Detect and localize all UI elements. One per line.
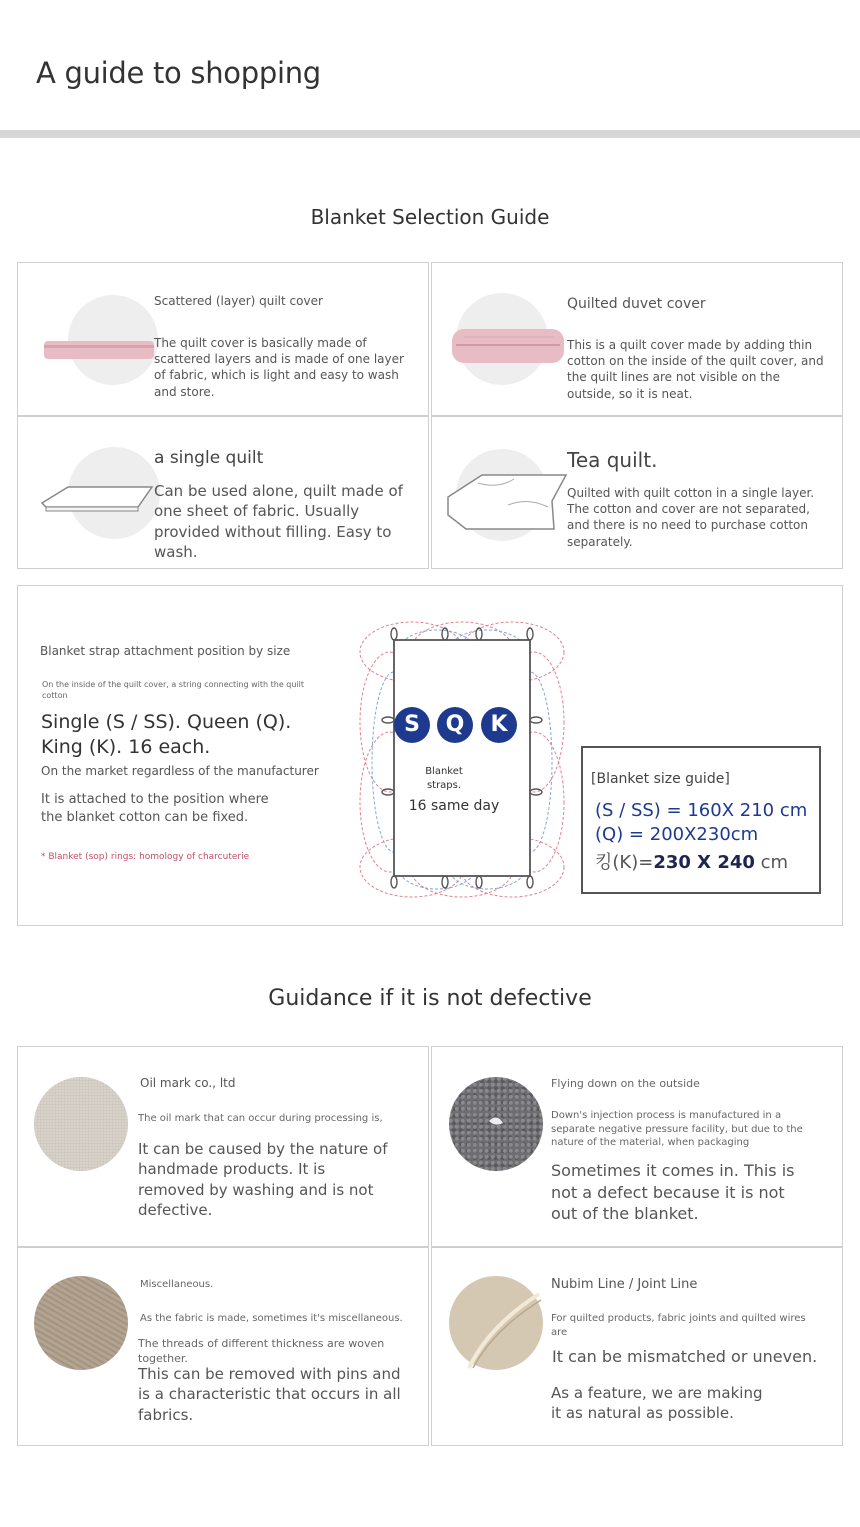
strap-market: On the market regardless of the manufacturer (41, 764, 319, 778)
linen-fabric-icon (34, 1077, 128, 1171)
strap-diagram (352, 612, 572, 902)
defect-lead-1: The oil mark that can occur during processing is, (138, 1113, 383, 1124)
selection-card-single (17, 416, 429, 569)
defect-heading-3: Miscellaneous. (140, 1279, 214, 1290)
defect-desc-3: This can be removed with pins and is a characteristic that occurs in all fabrics. (138, 1365, 401, 1424)
selection-heading-4: Tea quilt. (567, 448, 658, 472)
defect-card-down (431, 1046, 843, 1247)
size-badge-q: Q (437, 707, 473, 743)
defect-lead-3a: As the fabric is made, sometimes it's miscellaneous. (140, 1313, 403, 1324)
selection-card-tea (431, 416, 843, 569)
defect-desc-1: It can be caused by the nature of handmade products. It is removed by washing and is not defective. (138, 1140, 388, 1219)
defect-desc-4: It can be mismatched or uneven. (552, 1347, 818, 1366)
size-guide-king-value: 230 X 240 (653, 852, 755, 873)
defect-lead-2: Down's injection process is manufactured in a separate negative pressure facility, but due to the nature of the material, when packaging (551, 1110, 803, 1148)
defect-card-seam (431, 1247, 843, 1446)
size-guide-king (595, 851, 821, 875)
size-guide-title: [Blanket size guide] (591, 771, 730, 787)
defect-heading-2: Flying down on the outside (551, 1077, 700, 1090)
strap-note: On the inside of the quilt cover, a string connecting with the quilt cotton (42, 680, 305, 700)
seam-line-icon (449, 1276, 543, 1370)
defect-lead-3b: The threads of different thickness are woven together. (138, 1337, 385, 1365)
quilted-pink-duvet-icon (456, 293, 548, 385)
diagram-count-label: 16 same day (408, 798, 500, 814)
strap-title: Blanket strap attachment position by size (40, 644, 291, 658)
defect-desc-2: Sometimes it comes in. This is not a defect because it is not out of the blanket. (551, 1161, 795, 1224)
folded-pink-cover-icon (68, 295, 158, 385)
selection-desc-4: Quilted with quilt cotton in a single layer. The cotton and cover are not separated, and there is no need to purchase cotton separately. (567, 486, 815, 549)
size-guide-king-unit: cm (754, 852, 789, 873)
strap-footnote: * Blanket (sop) rings: homology of charcuterie (41, 852, 250, 862)
selection-card-quilted-cover (431, 262, 843, 416)
selection-desc-1: The quilt cover is basically made of scattered layers and is made of one layer of fabric, which is light and easy to wash and store. (154, 336, 404, 399)
thick-quilt-icon (456, 449, 548, 541)
defect-heading-1: Oil mark co., ltd (140, 1076, 236, 1090)
strap-sizes: Single (S / SS). Queen (Q). King (K). 16 each. (41, 711, 292, 758)
strap-attach: It is attached to the position where the blanket cotton can be fixed. (41, 792, 269, 825)
defect-lead-4: For quilted products, fabric joints and quilted wires are (551, 1313, 806, 1338)
size-badge-k: K (481, 707, 517, 743)
selection-heading-2: Quilted duvet cover (567, 296, 706, 312)
page-title: A guide to shopping (36, 56, 321, 90)
slub-fabric-icon (34, 1276, 128, 1370)
size-guide-sq: (S / SS) = 160X 210 cm (Q) = 200X230cm (595, 800, 808, 846)
selection-heading-3: a single quilt (154, 448, 264, 468)
down-feather-icon (449, 1077, 543, 1171)
defect-desc-4b: As a feature, we are making it as natural as possible. (551, 1384, 763, 1423)
selection-desc-2: This is a quilt cover made by adding thin cotton on the inside of the quilt cover, and the quilt lines are not visible on the outside, so it is neat. (567, 338, 824, 401)
selection-heading-1: Scattered (layer) quilt cover (154, 294, 323, 308)
size-badge-s: S (394, 707, 430, 743)
defect-guide-title: Guidance if it is not defective (268, 986, 592, 1011)
size-guide-box (581, 746, 821, 894)
defect-card-misc (17, 1247, 429, 1446)
selection-desc-3: Can be used alone, quilt made of one sheet of fabric. Usually provided without filling. Easy to wash. (154, 482, 403, 561)
selection-card-scattered (17, 262, 429, 416)
header-divider (0, 130, 860, 138)
size-guide-king-prefix: 킹(K)= (595, 852, 654, 873)
flat-quilt-icon (68, 447, 160, 539)
diagram-straps-label: Blanket straps. (425, 766, 463, 791)
defect-heading-4: Nubim Line / Joint Line (551, 1277, 698, 1292)
selection-guide-title: Blanket Selection Guide (310, 205, 550, 229)
defect-card-oil (17, 1046, 429, 1247)
